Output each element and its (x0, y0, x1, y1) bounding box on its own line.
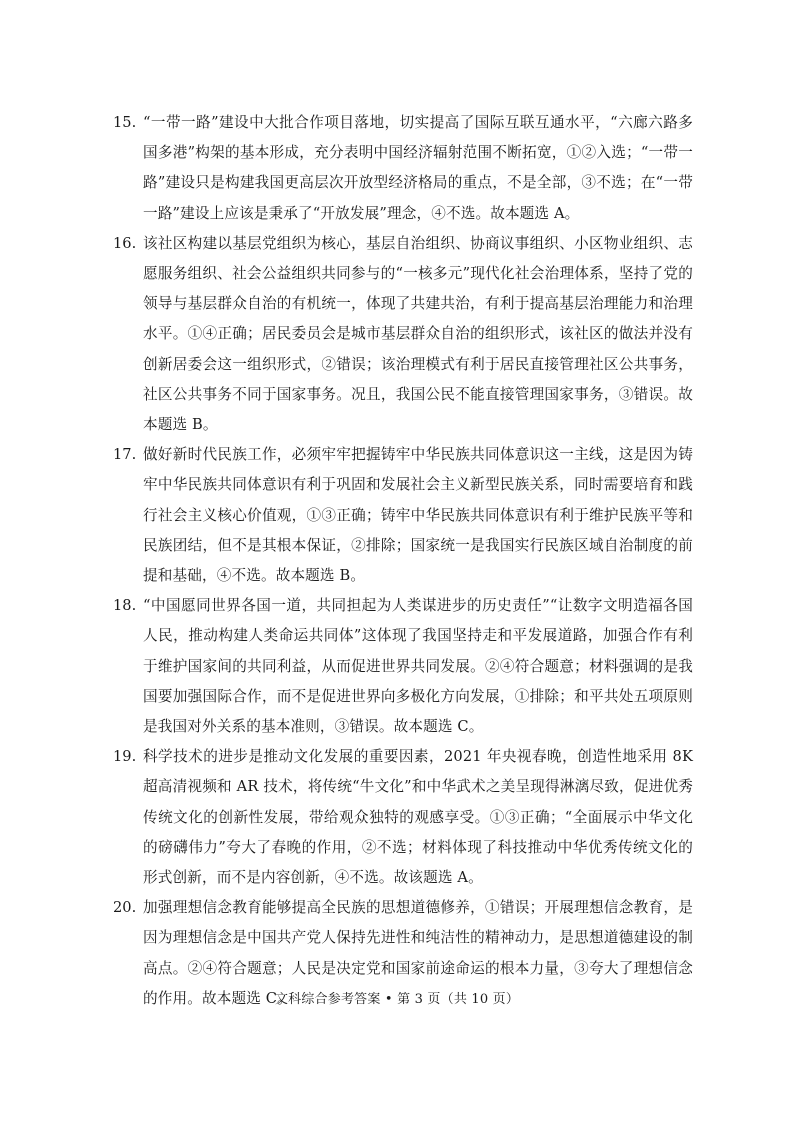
answer-text: “一带一路”建设中大批合作项目落地，切实提高了国际互联互通水平，“六廊六路多国多港”构架的基本形成，充分表明中国经济辐射范围不断拓宽，①②入选；“一带一路”建设只是构建我国更高层次开放型经济格局的重点，不是全部，③不选；在“一带一路”建设上应该是秉承了“开放发展”理念，④不选。故本题选 A。 (143, 114, 693, 222)
answer-text: 该社区构建以基层党组织为核心，基层自治组织、协商议事组织、小区物业组织、志愿服务组织、社会公益组织共同参与的“一核多元”现代化社会治理体系，坚持了党的领导与基层群众自治的有机统一，体现了共建共治，有利于提高基层治理能力和治理水平。①④正确；居民委员会是城市基层群众自治的组织形式，该社区的做法并没有创新居委会这一组织形式，②错误；该治理模式有利于居民直接管理社区公共事务，社区公共事务不同于国家事务。况且，我国公民不能直接管理国家事务，③错误。故本题选 B。 (143, 234, 693, 434)
answer-list (113, 108, 693, 1014)
answer-item-17 (113, 440, 693, 591)
answer-item-19 (113, 742, 693, 893)
question-number: 16. (113, 234, 137, 252)
answer-item-18 (113, 591, 693, 742)
question-number: 20. (113, 899, 137, 917)
answer-text: 做好新时代民族工作，必须牢牢把握铸牢中华民族共同体意识这一主线，这是因为铸牢中华民族共同体意识有利于巩固和发展社会主义新型民族关系，同时需要培育和践行社会主义核心价值观，①③正确；铸牢中华民族共同体意识有利于维护民族平等和民族团结，但不是其根本保证，②排除；国家统一是我国实行民族区域自治制度的前提和基础，④不选。故本题选 B。 (143, 446, 693, 585)
answer-item-16 (113, 229, 693, 440)
question-number: 15. (113, 114, 137, 131)
answer-item-15 (113, 108, 693, 229)
answer-text: 科学技术的进步是推动文化发展的重要因素，2021 年央视春晚，创造性地采用 8K 超高清视频和 AR 技术，将传统“牛文化”和中华武术之美呈现得淋漓尽致，促进优秀传统文化的创新性发展，带给观众独特的观感享受。①③正确；“全面展示中华文化的磅礴伟力”夸大了春晚的作用，②不选；材料体现了科技推动中华优秀传统文化的形式创新，而不是内容创新，④不选。故该题选 A。 (143, 748, 693, 887)
answer-text: 加强理想信念教育能够提高全民族的思想道德修养，①错误；开展理想信念教育，是因为理想信念是中国共产党人保持先进性和纯洁性的精神动力，是思想道德建设的制高点。②④符合题意；人民是决定党和国家前途命运的根本力量，③夸大了理想信念的作用。故本题选 C。 (143, 899, 693, 1007)
page-footer: 文科综合参考答案 • 第 3 页（共 10 页） (274, 992, 520, 1007)
question-number: 18. (113, 597, 137, 615)
answer-text: “中国愿同世界各国一道，共同担起为人类谋进步的历史责任”“让数字文明造福各国人民，推动构建人类命运共同体”这体现了我国坚持走和平发展道路，加强合作有利于维护国家间的共同利益，从而促进世界共同发展。②④符合题意；材料强调的是我国要加强国际合作，而不是促进世界向多极化方向发展，①排除；和平共处五项原则是我国对外关系的基本准则，③错误。故本题选 C。 (143, 597, 693, 736)
question-number: 17. (113, 446, 137, 464)
question-number: 19. (113, 748, 137, 766)
